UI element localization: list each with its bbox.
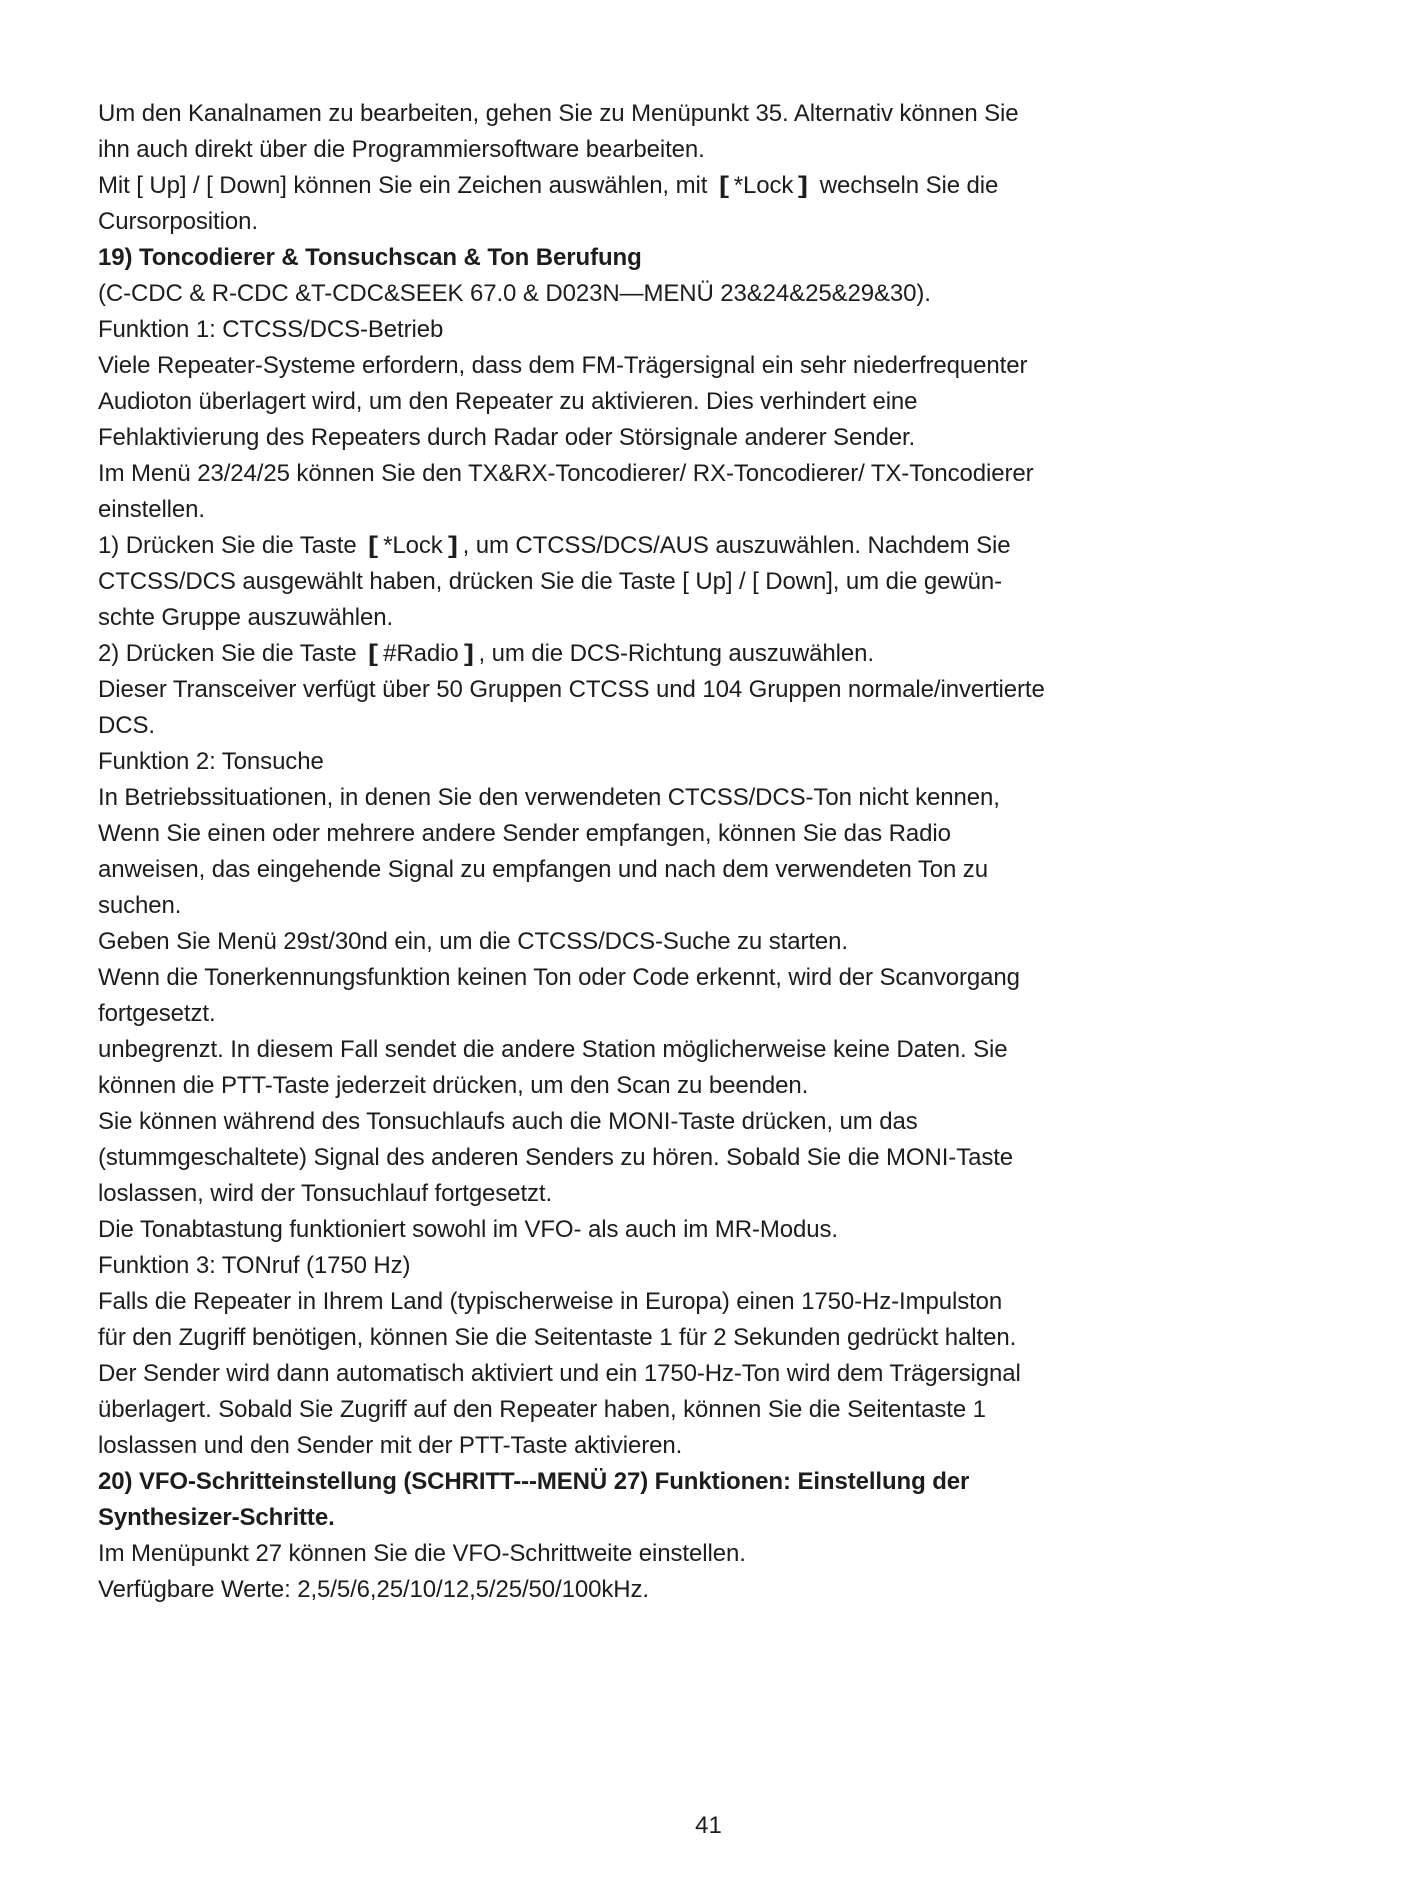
text-line: fortgesetzt.: [98, 1000, 216, 1027]
lenticular-bracket-open-icon: [: [368, 640, 379, 667]
text-line: überlagert. Sobald Sie Zugriff auf den Repeater haben, können Sie die Seitentaste 1: [98, 1396, 986, 1423]
text-line: 1) Drücken Sie die Taste [ *Lock ] , um CTCSS/DCS/AUS auszuwählen. Nachdem Sie: [98, 528, 1358, 564]
text-line: 20) VFO-Schritteinstellung (SCHRITT---MENÜ 27) Funktionen: Einstellung der: [98, 1468, 970, 1495]
text-line: ihn auch direkt über die Programmiersoftware bearbeiten.: [98, 136, 705, 163]
text-line: Audioton überlagert wird, um den Repeater zu aktivieren. Dies verhindert eine: [98, 388, 918, 415]
lenticular-bracket-open-icon: [: [368, 532, 379, 559]
text-line: Sie können während des Tonsuchlaufs auch die MONI-Taste drücken, um das: [98, 1108, 918, 1135]
text-line: Geben Sie Menü 29st/30nd ein, um die CTCSS/DCS-Suche zu starten.: [98, 928, 848, 955]
text-line: Cursorposition.: [98, 208, 258, 235]
text-line: loslassen und den Sender mit der PTT-Taste aktivieren.: [98, 1432, 683, 1459]
lenticular-bracket-close-icon: ]: [447, 532, 458, 559]
text-line: Wenn die Tonerkennungsfunktion keinen Ton oder Code erkennt, wird der Scanvorgang: [98, 964, 1020, 991]
text-line: (stummgeschaltete) Signal des anderen Senders zu hören. Sobald Sie die MONI-Taste: [98, 1144, 1014, 1171]
text-line: Im Menü 23/24/25 können Sie den TX&RX-Toncodierer/ RX-Toncodierer/ TX-Toncodierer: [98, 460, 1034, 487]
lenticular-bracket-open-icon: [: [718, 172, 729, 199]
text-line: Um den Kanalnamen zu bearbeiten, gehen Sie zu Menüpunkt 35. Alternativ können Sie: [98, 100, 1019, 127]
text-line: 19) Toncodierer & Tonsuchscan & Ton Berufung: [98, 244, 642, 271]
text-line: Verfügbare Werte: 2,5/5/6,25/10/12,5/25/50/100kHz.: [98, 1576, 649, 1603]
text-line: loslassen, wird der Tonsuchlauf fortgesetzt.: [98, 1180, 553, 1207]
text-line: DCS.: [98, 712, 155, 739]
text-line: Viele Repeater-Systeme erfordern, dass dem FM-Trägersignal ein sehr niederfrequenter: [98, 352, 1028, 379]
text-line: suchen.: [98, 892, 182, 919]
text-line: Synthesizer-Schritte.: [98, 1504, 335, 1531]
text-line: In Betriebssituationen, in denen Sie den verwendeten CTCSS/DCS-Ton nicht kennen,: [98, 784, 1000, 811]
text-line: CTCSS/DCS ausgewählt haben, drücken Sie die Taste [ Up] / [ Down], um die gewün-: [98, 568, 1003, 595]
page-number: 41: [695, 1812, 722, 1839]
text-line: für den Zugriff benötigen, können Sie die Seitentaste 1 für 2 Sekunden gedrückt halten.: [98, 1324, 1017, 1351]
text-line: Funktion 1: CTCSS/DCS-Betrieb: [98, 316, 444, 343]
text-line: einstellen.: [98, 496, 205, 523]
text-line: Funktion 3: TONruf (1750 Hz): [98, 1252, 411, 1279]
text-line: Wenn Sie einen oder mehrere andere Sender empfangen, können Sie das Radio: [98, 820, 951, 847]
text-line: anweisen, das eingehende Signal zu empfangen und nach dem verwendeten Ton zu: [98, 856, 988, 883]
text-line: können die PTT-Taste jederzeit drücken, um den Scan zu beenden.: [98, 1072, 809, 1099]
text-line: Funktion 2: Tonsuche: [98, 748, 324, 775]
text-line: Dieser Transceiver verfügt über 50 Gruppen CTCSS und 104 Gruppen normale/invertierte: [98, 676, 1045, 703]
text-line: unbegrenzt. In diesem Fall sendet die andere Station möglicherweise keine Daten. Sie: [98, 1036, 1008, 1063]
text-line: Mit [ Up] / [ Down] können Sie ein Zeichen auswählen, mit [ *Lock ] wechseln Sie die: [98, 168, 1358, 204]
lenticular-bracket-close-icon: ]: [798, 172, 809, 199]
text-line: schte Gruppe auszuwählen.: [98, 604, 394, 631]
lenticular-bracket-close-icon: ]: [463, 640, 474, 667]
text-line: Fehlaktivierung des Repeaters durch Radar oder Störsignale anderer Sender.: [98, 424, 916, 451]
text-line: Die Tonabtastung funktioniert sowohl im VFO- als auch im MR-Modus.: [98, 1216, 838, 1243]
page-text: [98, 96, 1358, 1608]
text-line: Der Sender wird dann automatisch aktiviert und ein 1750-Hz-Ton wird dem Trägersignal: [98, 1360, 1021, 1387]
text-line: (C-CDC & R-CDC &T-CDC&SEEK 67.0 & D023N—MENÜ 23&24&25&29&30).: [98, 280, 931, 307]
text-line: 2) Drücken Sie die Taste [ #Radio ] , um die DCS-Richtung auszuwählen.: [98, 636, 1358, 672]
text-line: Falls die Repeater in Ihrem Land (typischerweise in Europa) einen 1750-Hz-Impulston: [98, 1288, 1003, 1315]
text-line: Im Menüpunkt 27 können Sie die VFO-Schrittweite einstellen.: [98, 1540, 746, 1567]
